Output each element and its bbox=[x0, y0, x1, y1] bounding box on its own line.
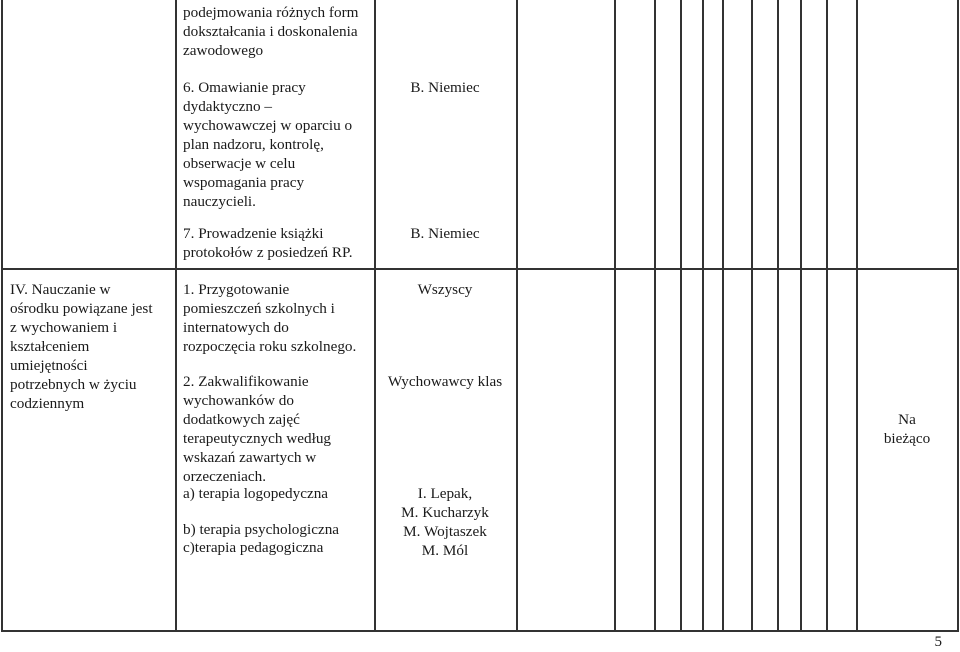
therapists-list: I. Lepak, M. Kucharzyk M. Wojtaszek M. Mól bbox=[401, 485, 489, 559]
task-6-responsible: B. Niemiec bbox=[410, 79, 480, 96]
col-divider-10 bbox=[777, 0, 779, 632]
task-5-continuation: podejmowania różnych form dokształcania i doskonalenia zawodowego bbox=[183, 4, 359, 59]
col-divider-8 bbox=[722, 0, 724, 632]
task-iv-2b: b) terapia psychologiczna bbox=[183, 521, 340, 538]
task-iv-2-responsible: Wychowawcy klas bbox=[387, 373, 503, 390]
col-divider-9 bbox=[751, 0, 753, 632]
col-divider-3 bbox=[516, 0, 518, 632]
col-divider-1 bbox=[175, 0, 177, 632]
table-border-right bbox=[957, 0, 959, 632]
col-divider-11 bbox=[800, 0, 802, 632]
task-iv-1: 1. Przygotowanie pomieszczeń szkolnych i internatowych do rozpoczęcia roku szkolnego. bbox=[183, 281, 357, 355]
deadline: Na bieżąco bbox=[883, 411, 931, 447]
col-divider-12 bbox=[826, 0, 828, 632]
task-iv-2a: a) terapia logopedyczna bbox=[183, 485, 329, 502]
col-divider-7 bbox=[702, 0, 704, 632]
col-divider-4 bbox=[614, 0, 616, 632]
task-6: 6. Omawianie pracy dydaktyczno – wychowawczej w oparciu o plan nadzoru, kontrolę, obserwacje w celu wspomagania pracy nauczycieli. bbox=[183, 79, 353, 210]
table-border-left bbox=[1, 0, 3, 632]
col-divider-5 bbox=[654, 0, 656, 632]
task-7-responsible: B. Niemiec bbox=[410, 225, 480, 242]
task-iv-1-responsible: Wszyscy bbox=[417, 281, 473, 298]
task-iv-2: 2. Zakwalifikowanie wychowanków do dodatkowych zajęć terapeutycznych według wskazań zawartych w orzeczeniach. bbox=[183, 373, 332, 485]
page-number: 5 bbox=[934, 634, 942, 650]
section-iv-title: IV. Nauczanie w ośrodku powiązane jest z wychowaniem i kształceniem umiejętności potrzebnych w życiu codziennym bbox=[10, 281, 153, 412]
row-divider bbox=[1, 268, 959, 270]
col-divider-13 bbox=[856, 0, 858, 632]
col-divider-6 bbox=[680, 0, 682, 632]
table-border-bottom bbox=[1, 630, 959, 632]
task-iv-2c: c)terapia pedagogiczna bbox=[183, 539, 324, 556]
task-7: 7. Prowadzenie książki protokołów z posiedzeń RP. bbox=[183, 225, 353, 261]
